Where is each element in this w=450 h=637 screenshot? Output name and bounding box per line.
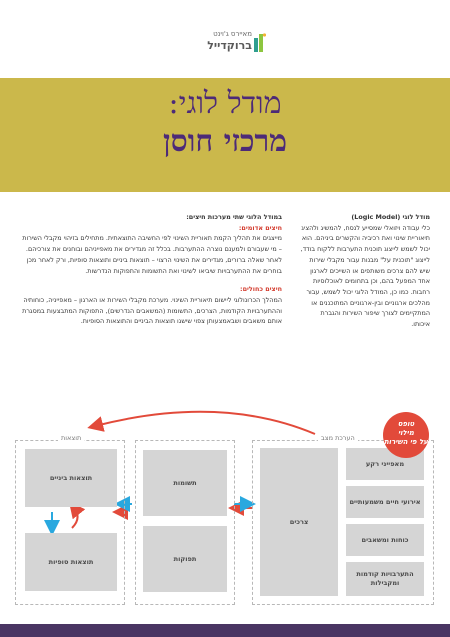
- strengths-resources-box: כוחות ומשאבים: [346, 524, 424, 556]
- intro-heading: מודל לוגי (Logic Model): [351, 213, 430, 221]
- arrows-column: [20, 212, 282, 327]
- form-badge: [383, 412, 429, 458]
- prior-interventions-box: התערבויות קודמות ומקבילות: [346, 562, 424, 596]
- badge-line3: על פי השירות: [384, 438, 428, 446]
- header-bar: [0, 0, 450, 78]
- badge-line2: מילוי: [398, 429, 414, 437]
- blue-arrows-body: המהלך הכרונולוגי ליישום תיאוריית השינוי. מערכת מקבלי השירות או הארגון – מאפייניה, כוחותיה וההתערבויות הקודמות, הצרכים, התשומות (המשאבים הנדרשים), התפוקות המתבצעות במסגרת אותם משאבים ושבאמצעותן צפוי שישגו תוצאות הביניים והתוצאות הסופיות.: [22, 295, 282, 326]
- outputs-box: תפוקות: [143, 526, 227, 592]
- brand-line2: ברוקדייל: [207, 39, 252, 52]
- background-features-box: מאפייני רקע: [346, 448, 424, 480]
- intermediate-outcomes-box: תוצאות ביניים: [25, 449, 117, 507]
- red-arrows-body: מייצגים את תהליך הקמת תאוריית השינוי לפי החשיבה התוצאתית. מתחילים בזיהוי מקבלי השירות – מי שעבורם ולמענם נוצרה ההתערבות. בכלל זה מגדירים את מאפייניהם ובוחנים את צורכיהם. לאחר שאלה ברורים, מגדירים את השינוי הרצוי – תוצאות ביניים ותוצאות סופיות, ורק לאחר מכן בוחרים את ההתערבויות שיביאו לשינוי ואת התשומות והתפוקות הנדרשות.: [22, 234, 282, 275]
- brand-logo: [186, 30, 266, 56]
- red-arrows-title: חיצים אדומים:: [238, 223, 282, 232]
- blue-arrows-title: חיצים כחולים:: [240, 285, 282, 294]
- needs-box: צרכים: [260, 448, 338, 596]
- badge-line1: טופס: [397, 420, 415, 428]
- brand-line1: מאיירס ג'וינט: [213, 30, 252, 38]
- footer-bar: [0, 624, 450, 637]
- intro-column: [300, 212, 430, 330]
- arrows-heading: במודל הלוגי שתי מערכות חיצים:: [186, 213, 282, 221]
- hero-title-line2: מרכזי חוסן: [163, 124, 287, 159]
- hero-banner: [0, 78, 450, 192]
- inputs-box: תשומות: [143, 450, 227, 516]
- red-top-arrow: [95, 412, 315, 434]
- life-events-box: אירועי חיים משמעותיים: [346, 486, 424, 518]
- brand-mark-icon: [254, 32, 266, 52]
- intro-body: כלי עבודה ויזואלי שמסייע לנסח, להמשיג ולהציג תיאוריית שינוי ואת רכיביה והקשרים ביניהם. הוא יכול לשמש לייצוג תוכנית התערבות ללקוח בודד, לייצוג "תוכנית על" מבנות עבור מקבלי שירות שיש להם צרכים משותפים או השייכים לארגון אחד המפעל בהם, וכן בתחומים לאוכלוסיות רחבות. כמו כן, המודל הלוגי יכול לשמש, עבור מהלכים ארגוניים ובין-ארגוניים המתוכננים או המתקיימים לצורך שיפור השירות והגברת איכותו.: [300, 223, 430, 329]
- brand-text: [186, 30, 252, 53]
- situation-frame-label: הערכת מצב: [318, 434, 358, 442]
- outcomes-frame-label: תוצאות: [58, 434, 84, 442]
- hero-title-line1: מודל לוגי:: [168, 86, 282, 121]
- final-outcomes-box: תוצאות סופיות: [25, 533, 117, 591]
